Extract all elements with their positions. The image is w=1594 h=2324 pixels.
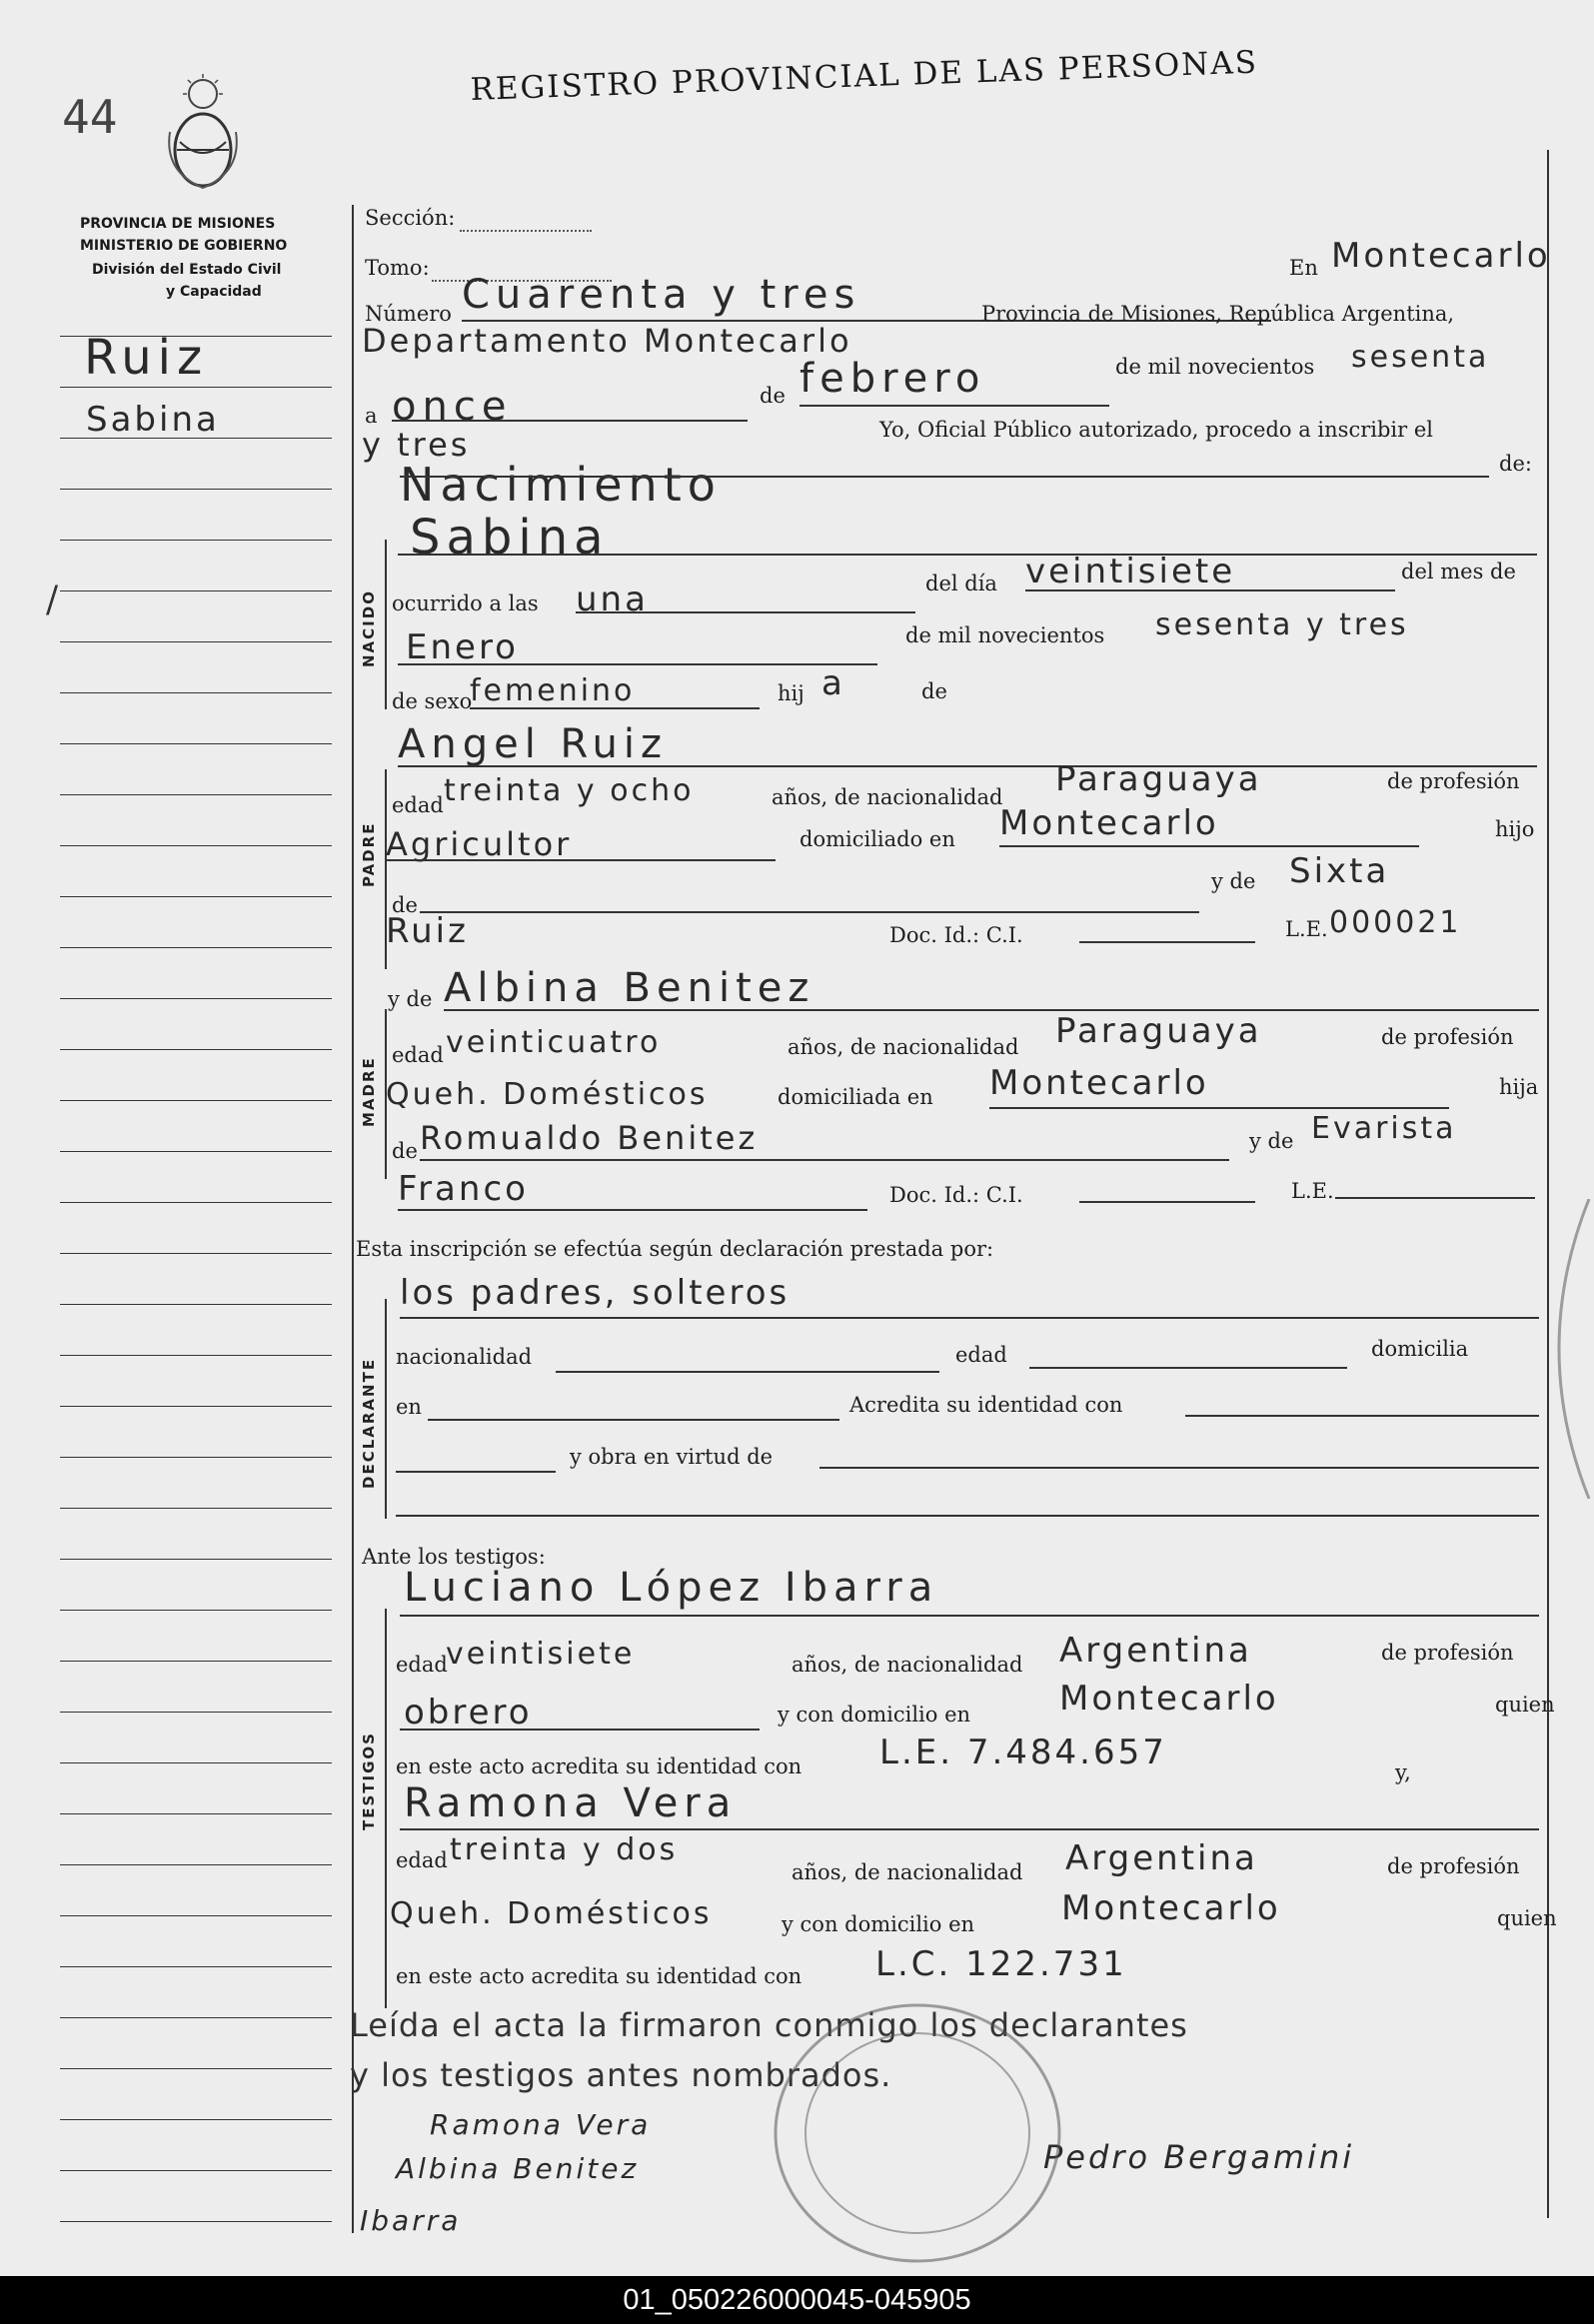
month-line (799, 405, 1109, 407)
t1-nacionalidad: Argentina (1059, 1631, 1252, 1671)
t1-edad-label: edad (396, 1653, 448, 1677)
declarante-nac-line (556, 1371, 939, 1373)
declarante-edad-label: edad (955, 1343, 1007, 1367)
madre-edad-label: edad (392, 1043, 444, 1067)
madre-doc-line (1079, 1201, 1255, 1203)
declarante-obra-pre-line (396, 1471, 556, 1473)
sexo-line (470, 707, 760, 709)
signature-oficial: Pedro Bergamini (1043, 2138, 1355, 2176)
madre-padre-de-line (420, 1159, 1229, 1161)
t1-nac-label: años, de nacionalidad (792, 1653, 1023, 1677)
margin-rule-line (60, 1202, 332, 1203)
madre-prof-label: de profesión (1381, 1025, 1514, 1049)
day-line (392, 420, 748, 422)
margin-rule-line (60, 1661, 332, 1662)
mes-line (398, 663, 877, 665)
madre-doc-label: Doc. Id.: C.I. (889, 1183, 1023, 1207)
hora-value: una (576, 580, 649, 619)
hij-label: hij (778, 681, 804, 705)
madre-de-label: de (392, 1139, 418, 1163)
margin-mark: / (46, 580, 59, 620)
t1-profesion-line (400, 1729, 760, 1731)
document-id-footer: 01_050226000045-045905 (0, 2276, 1594, 2324)
declarante-value: los padres, solteros (400, 1273, 791, 1313)
declarante-en-line (428, 1419, 839, 1421)
madre-madre-de: Evarista (1311, 1111, 1457, 1146)
nacido-name: Sabina (410, 510, 610, 566)
dia-value: veintisiete (1025, 552, 1236, 591)
madre-nac-label: años, de nacionalidad (788, 1035, 1019, 1059)
t2-domicilio: Montecarlo (1061, 1888, 1281, 1928)
padre-doc-line (1079, 941, 1255, 943)
t2-doc: L.C. 122.731 (875, 1944, 1127, 1984)
oficial-text: Yo, Oficial Público autorizado, procedo a inscribir el (879, 418, 1433, 442)
t1-domicilio: Montecarlo (1059, 1679, 1279, 1719)
seccion-label: Sección: (365, 206, 456, 230)
del-dia-label: del día (925, 572, 997, 595)
t1-profesion: obrero (404, 1693, 533, 1733)
t1-domic-label: y con domicilio en (778, 1703, 971, 1727)
padre-y-de-label: y de (1211, 869, 1256, 893)
nacido-mil-label: de mil novecientos (905, 623, 1105, 647)
madre-y-de-label2: y de (1249, 1129, 1294, 1153)
margin-rule-line (60, 489, 332, 490)
testigos-bracket (385, 1609, 387, 2008)
tomo-label: Tomo: (365, 256, 430, 280)
madre-le-label: L.E. (1291, 1179, 1334, 1203)
declarante-intro: Esta inscripción se efectúa según declaración prestada por: (356, 1237, 994, 1261)
t2-acredita-label: en este acto acredita su identidad con (396, 1964, 802, 1988)
acto-line (400, 476, 1489, 478)
padre-name: Angel Ruiz (398, 721, 668, 767)
declarante-acredita-line (1185, 1415, 1539, 1417)
padre-hijo-label: hijo (1495, 817, 1535, 841)
margin-rule-line (60, 794, 332, 795)
page-number: 44 (62, 90, 118, 144)
testigos-intro: Ante los testigos: (362, 1545, 546, 1569)
padre-le-value: 000021 (1329, 905, 1462, 940)
madre-le-line (1335, 1197, 1535, 1199)
margin-rule-line (60, 2068, 332, 2069)
margin-rule-line (60, 1457, 332, 1458)
t2-edad: treinta y dos (450, 1832, 679, 1867)
margin-rule-line (60, 692, 332, 693)
closing-line-2: y los testigos antes nombrados. (350, 2056, 892, 2094)
madre-nacionalidad: Paraguaya (1055, 1011, 1262, 1051)
de-colon: de: (1499, 452, 1532, 476)
a-label: a (365, 404, 378, 428)
t1-edad: veintisiete (446, 1637, 636, 1672)
testigos-label: TESTIGOS (360, 1732, 378, 1830)
margin-rule-line (60, 845, 332, 846)
margin-rule-line (60, 2221, 332, 2222)
closing-line-1: Leída el acta la firmaron conmigo los declarantes (350, 2006, 1188, 2044)
padre-profesion-line (386, 859, 776, 861)
page-title: REGISTRO PROVINCIAL DE LAS PERSONAS (470, 44, 1259, 108)
padre-doc-label: Doc. Id.: C.I. (889, 923, 1023, 947)
margin-rule-line (60, 1151, 332, 1152)
margin-rule-line (60, 1966, 332, 1967)
hora-line (576, 611, 915, 613)
del-mes-label: del mes de (1401, 560, 1516, 583)
padre-domicilio: Montecarlo (999, 803, 1219, 843)
margin-rule-line (60, 1406, 332, 1407)
nacido-bracket (385, 540, 387, 709)
numero-value: Cuarenta y tres (462, 272, 861, 318)
t2-name: Ramona Vera (404, 1780, 738, 1826)
declarante-label: DECLARANTE (360, 1357, 378, 1489)
main-vertical-rule (352, 205, 354, 2233)
margin-rule-line (60, 1813, 332, 1814)
margin-rule-line (60, 2017, 332, 2018)
de-label: de (760, 384, 786, 408)
t2-name-line (400, 1828, 1539, 1830)
year-value-2: y tres (362, 426, 471, 464)
margin-rule-line (60, 947, 332, 948)
padre-padrede-line (420, 911, 1199, 913)
madre-label: MADRE (360, 1056, 378, 1127)
madre-name: Albina Benitez (444, 965, 815, 1011)
t1-name: Luciano López Ibarra (404, 1565, 939, 1611)
province-name: PROVINCIA DE MISIONES (80, 216, 276, 232)
padre-prof-label: de profesión (1387, 769, 1520, 793)
madre-apellido-line (398, 1209, 867, 1211)
margin-rule-line (60, 2170, 332, 2171)
en-value: Montecarlo (1331, 236, 1551, 276)
signature-ramona-vera: Ramona Vera (430, 2108, 652, 2141)
padre-madre-de: Sixta (1289, 851, 1390, 891)
padre-domic-label: domiciliado en (799, 827, 955, 851)
declarante-end-line (396, 1515, 1539, 1517)
anio-value: sesenta y tres (1155, 607, 1409, 642)
day-value: once (392, 384, 513, 430)
departamento-value: Departamento Montecarlo (362, 322, 852, 360)
margin-rule-line (60, 1355, 332, 1356)
t1-doc: L.E. 7.484.657 (879, 1733, 1167, 1772)
margin-rule-line (60, 896, 332, 897)
margin-rule-line (60, 998, 332, 999)
margin-rule-line (60, 1864, 332, 1865)
t1-y-label: y, (1395, 1760, 1411, 1784)
signature-albina-benitez: Albina Benitez (396, 2152, 640, 2185)
nacido-de-label: de (921, 679, 947, 703)
margin-rule-line (60, 1712, 332, 1713)
margin-rule-line (60, 743, 332, 744)
margin-rule-line (60, 1610, 332, 1611)
nacido-label: NACIDO (360, 589, 378, 667)
t2-edad-label: edad (396, 1848, 448, 1872)
division-name-2: y Capacidad (166, 284, 262, 300)
t2-profesion: Queh. Domésticos (390, 1896, 713, 1931)
margin-rule-line (60, 1304, 332, 1305)
declarante-obra-label: y obra en virtud de (570, 1445, 774, 1469)
t1-quien-label: quien (1495, 1693, 1555, 1717)
margin-rule-line (60, 1915, 332, 1916)
margin-rule-line (60, 1100, 332, 1101)
sexo-label: de sexo (392, 689, 473, 713)
month-value: febrero (799, 356, 986, 402)
declarante-edad-line (1029, 1367, 1347, 1369)
margin-rule-line (60, 540, 332, 541)
side-stamp-icon (1549, 1199, 1594, 1499)
padre-de-label: de (392, 893, 418, 917)
declarante-obra-line (819, 1467, 1539, 1469)
margin-rule-line (60, 1253, 332, 1254)
declarante-domic-label: domicilia (1371, 1337, 1469, 1361)
padre-madre-apellido: Ruiz (386, 911, 469, 951)
provincia-text: Provincia de Misiones, República Argentina, (981, 302, 1455, 326)
t2-quien-label: quien (1497, 1906, 1557, 1930)
t1-acredita-label: en este acto acredita su identidad con (396, 1754, 802, 1778)
padre-edad: treinta y ocho (444, 773, 695, 808)
t1-prof-label: de profesión (1381, 1641, 1514, 1665)
margin-rule-line (60, 1049, 332, 1050)
padre-nac-label: años, de nacionalidad (772, 785, 1003, 809)
official-stamp-icon (768, 1998, 1067, 2268)
ocurrido-label: ocurrido a las (392, 591, 539, 615)
declarante-acredita-label: Acredita su identidad con (849, 1393, 1123, 1417)
madre-madre-apellido: Franco (398, 1169, 529, 1209)
declarante-bracket (385, 1299, 387, 1519)
ministry-name: MINISTERIO DE GOBIERNO (80, 238, 288, 254)
margin-rule-line (60, 590, 332, 591)
acto-value: Nacimiento (400, 458, 722, 512)
padre-domicilio-line (999, 845, 1419, 847)
t2-domic-label: y con domicilio en (782, 1912, 975, 1936)
madre-profesion: Queh. Domésticos (386, 1077, 709, 1112)
madre-domicilio-line (989, 1107, 1449, 1109)
declarante-nac-label: nacionalidad (396, 1345, 533, 1369)
signature-ibarra: Ibarra (360, 2204, 462, 2237)
coat-of-arms-icon (160, 72, 246, 192)
margin-surname: Ruiz (84, 330, 209, 386)
madre-y-de-label: y de (388, 987, 433, 1011)
madre-name-line (444, 1009, 1539, 1011)
margin-rule-line (60, 1508, 332, 1509)
margin-rule-line (60, 641, 332, 642)
year-value-1: sesenta (1351, 340, 1490, 375)
seccion-line (460, 230, 592, 232)
declarante-en-label: en (396, 1395, 422, 1419)
mes-value: Enero (406, 627, 519, 667)
en-label: En (1289, 256, 1318, 280)
padre-name-line (398, 765, 1537, 767)
padre-edad-label: edad (392, 793, 444, 817)
division-name: División del Estado Civil (92, 262, 282, 278)
mil-label: de mil novecientos (1115, 355, 1315, 379)
margin-rule-line (60, 2119, 332, 2120)
padre-nacionalidad: Paraguaya (1055, 759, 1262, 799)
t2-nac-label: años, de nacionalidad (792, 1860, 1023, 1884)
nacido-name-line (398, 554, 1537, 556)
t2-nacionalidad: Argentina (1065, 1838, 1258, 1878)
numero-label: Número (365, 302, 452, 326)
padre-le-label: L.E. (1285, 917, 1328, 941)
t1-name-line (400, 1615, 1539, 1617)
madre-domic-label: domiciliada en (778, 1085, 933, 1109)
padre-label: PADRE (360, 821, 378, 887)
margin-rule-line (60, 387, 332, 388)
dia-line (1025, 589, 1395, 591)
margin-rule-line (60, 1559, 332, 1560)
madre-hija-label: hija (1499, 1075, 1539, 1099)
t2-prof-label: de profesión (1387, 1854, 1520, 1878)
madre-edad: veinticuatro (446, 1025, 662, 1060)
sexo-value: femenino (470, 673, 636, 708)
padre-profesion: Agricultor (386, 825, 573, 863)
declarante-value-line (400, 1317, 1539, 1319)
hij-suffix: a (821, 663, 845, 703)
madre-padre-de: Romualdo Benitez (420, 1119, 759, 1157)
margin-given-name: Sabina (86, 400, 220, 440)
margin-rule-line (60, 1762, 332, 1763)
madre-domicilio: Montecarlo (989, 1063, 1209, 1103)
